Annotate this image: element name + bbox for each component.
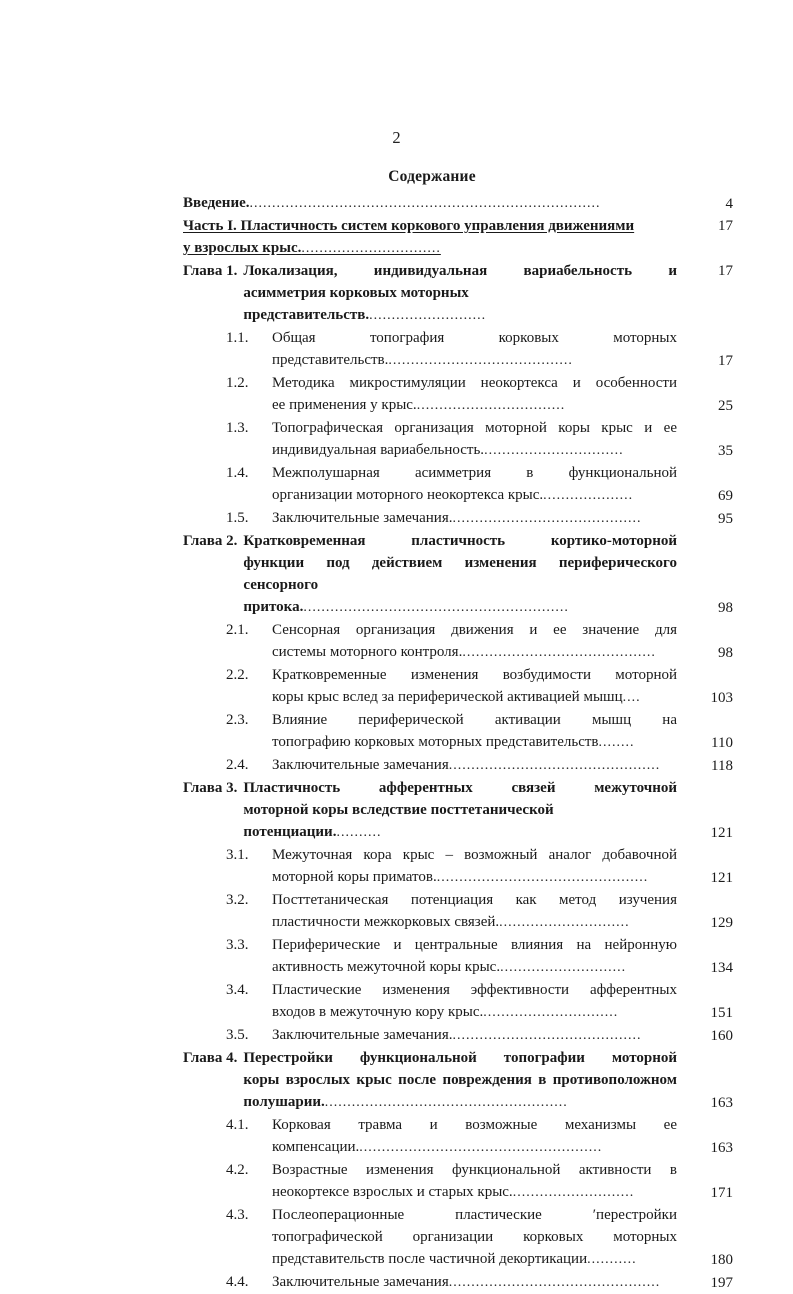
- toc-page-number: 121: [710, 870, 733, 886]
- toc-entry-title: [272, 709, 677, 754]
- toc-entry[interactable]: [183, 372, 733, 417]
- toc-title-line: пластичности межкорковых связей..............................: [272, 914, 630, 930]
- toc-leader-dots: ...........................................................: [303, 600, 569, 615]
- toc-title-line: Межуточная кора крыс – возможный аналог добавочной: [272, 847, 677, 863]
- toc-entry-number: 1.2.: [226, 375, 249, 391]
- toc-leader-dots: ..........: [336, 825, 382, 840]
- toc-entry-title: [272, 619, 677, 664]
- toc-entry-number: 1.4.: [226, 465, 249, 481]
- toc-title-line: Посттетаническая потенциация как метод изучения: [272, 892, 677, 908]
- toc-entry[interactable]: [183, 260, 733, 327]
- toc-title-line: Перестройки функциональной топографии моторной: [243, 1050, 677, 1066]
- toc-title-line: Введение...............................................................................: [183, 195, 601, 211]
- toc-entry-title: [272, 889, 677, 934]
- toc-leader-dots: .................................: [416, 398, 566, 413]
- toc-leader-dots: ...............................................: [448, 758, 661, 773]
- toc-title-line: Локализация, индивидуальная вариабельность и: [243, 263, 677, 279]
- toc-leader-dots: ...........: [587, 1252, 637, 1267]
- toc-title-line: компенсации.......................................................: [272, 1139, 603, 1155]
- toc-entry[interactable]: [183, 619, 733, 664]
- toc-page-number: 160: [710, 1028, 733, 1044]
- toc-entry[interactable]: [183, 192, 733, 215]
- toc-entry[interactable]: [183, 844, 733, 889]
- toc-page-number: 17: [718, 263, 733, 279]
- toc-leader-dots: ......................................................: [324, 1095, 568, 1110]
- toc-title-line: Заключительные замечания...........................................: [272, 510, 642, 526]
- toc-entry-number: 4.4.: [226, 1274, 249, 1290]
- toc-title-line: Сенсорная организация движения и ее значение для: [272, 622, 677, 638]
- toc-title-line: у взрослых крыс................................: [183, 240, 441, 256]
- toc-entry[interactable]: [183, 1204, 733, 1271]
- toc-entry-number: Глава 1.: [183, 263, 238, 279]
- toc-entry-number: 2.3.: [226, 712, 249, 728]
- toc-leader-dots: ...........................: [512, 1185, 635, 1200]
- toc-title-line: Пластические изменения эффективности афферентных: [272, 982, 677, 998]
- toc-leader-dots: ...............................: [301, 241, 441, 256]
- toc-title-line: коры крыс вслед за периферической активацией мышц....: [272, 689, 641, 705]
- toc-entry-title: [272, 754, 677, 777]
- toc-title-line: системы моторного контроля............................................: [272, 644, 656, 660]
- toc-entry[interactable]: [183, 327, 733, 372]
- toc-entry-number: 3.2.: [226, 892, 249, 908]
- toc-entry-title: [272, 1024, 677, 1047]
- toc-title-line: Пластичность афферентных связей межуточной: [243, 780, 677, 796]
- toc-entry-number: 4.1.: [226, 1117, 249, 1133]
- toc-page-number: 171: [710, 1185, 733, 1201]
- toc-page-number: 118: [711, 758, 733, 774]
- toc-title-line: Часть I. Пластичность систем коркового управления движениями: [183, 218, 635, 234]
- toc-entry[interactable]: [183, 777, 733, 844]
- toc-entry-number: 2.1.: [226, 622, 249, 638]
- toc-entry[interactable]: [183, 462, 733, 507]
- toc-entry-title: [272, 417, 677, 462]
- toc-entry[interactable]: [183, 507, 733, 530]
- toc-entry[interactable]: [183, 215, 733, 260]
- toc-entry[interactable]: [183, 889, 733, 934]
- toc-title-line: представительств после частичной декортикации...........: [272, 1251, 637, 1267]
- toc-entry-title: [272, 844, 677, 889]
- toc-page-number: 25: [718, 398, 733, 414]
- toc-page-number: 98: [718, 645, 733, 661]
- table-of-contents: [183, 168, 733, 1294]
- toc-leader-dots: ......................................................: [359, 1140, 603, 1155]
- toc-entry-title: [272, 372, 677, 417]
- toc-entry-title: [243, 1047, 677, 1114]
- toc-title-line: организации моторного неокортекса крыс.....................: [272, 487, 634, 503]
- page-folio-number: 2: [392, 128, 401, 147]
- toc-title-line: топографической организации корковых моторных: [272, 1229, 677, 1245]
- toc-leader-dots: ............................: [500, 960, 627, 975]
- toc-page-number: 95: [718, 511, 733, 527]
- toc-title-line: ее применения у крыс..................................: [272, 397, 566, 413]
- toc-entry[interactable]: [183, 417, 733, 462]
- toc-title-line: Заключительные замечания...............................................: [272, 757, 661, 773]
- toc-entry[interactable]: [183, 530, 733, 619]
- toc-entry-title: [243, 530, 677, 619]
- toc-page-number: 129: [710, 915, 733, 931]
- toc-leader-dots: ...............................: [484, 443, 624, 458]
- toc-entry[interactable]: [183, 1047, 733, 1114]
- toc-page-number: 98: [718, 600, 733, 616]
- toc-page-number: 110: [711, 735, 733, 751]
- toc-title-line: полушарии.......................................................: [243, 1094, 568, 1110]
- toc-leader-dots: ..............................................................................: [249, 196, 601, 211]
- toc-title-line: моторной коры приматов................................................: [272, 869, 649, 885]
- toc-entry[interactable]: [183, 934, 733, 979]
- toc-leader-dots: ...........................................: [462, 645, 656, 660]
- toc-page-number: 103: [710, 690, 733, 706]
- toc-leader-dots: ..........................: [369, 308, 487, 323]
- toc-leader-dots: ...............................................: [448, 1275, 661, 1290]
- toc-entry-number: 1.3.: [226, 420, 249, 436]
- toc-title-line: асимметрия корковых моторных представительств...........................: [243, 285, 487, 323]
- toc-entry[interactable]: [183, 1271, 733, 1294]
- toc-title-line: Топографическая организация моторной коры крыс и ее: [272, 420, 677, 436]
- toc-title-line: Кратковременные изменения возбудимости моторной: [272, 667, 677, 683]
- toc-title-line: представительств..........................................: [272, 352, 573, 368]
- toc-entry[interactable]: [183, 1159, 733, 1204]
- toc-entry-title: [272, 934, 677, 979]
- toc-entry-title: [272, 1271, 677, 1294]
- toc-entry-number: 4.2.: [226, 1162, 249, 1178]
- toc-entry-title: [272, 1114, 677, 1159]
- toc-title-line: Кратковременная пластичность кортико-моторной: [243, 533, 677, 549]
- toc-entry-number: Глава 4.: [183, 1050, 238, 1066]
- toc-leader-dots: .............................: [499, 915, 630, 930]
- toc-title-line: Влияние периферической активации мышц на: [272, 712, 677, 728]
- toc-title-line: входов в межуточную кору крыс...............................: [272, 1004, 619, 1020]
- toc-entry-title: [272, 1204, 677, 1271]
- toc-title-line: Межполушарная асимметрия в функциональной: [272, 465, 677, 481]
- toc-title-line: неокортексе взрослых и старых крыс............................: [272, 1184, 635, 1200]
- toc-leader-dots: ...............................................: [436, 870, 649, 885]
- toc-entry-number: 3.3.: [226, 937, 249, 953]
- toc-page-number: 17: [718, 218, 733, 234]
- toc-entry-number: 1.5.: [226, 510, 249, 526]
- toc-title-line: Возрастные изменения функциональной активности в: [272, 1162, 677, 1178]
- toc-entry-list: [183, 192, 733, 1294]
- toc-entry-number: 4.3.: [226, 1207, 249, 1223]
- toc-leader-dots: ..........................................: [452, 1028, 642, 1043]
- toc-page-number: 121: [710, 825, 733, 841]
- toc-title-line: Общая топография корковых моторных: [272, 330, 677, 346]
- toc-entry-number: 2.2.: [226, 667, 249, 683]
- toc-leader-dots: ........: [598, 735, 635, 750]
- toc-title-line: функции под действием изменения периферического сенсорного: [243, 555, 677, 593]
- toc-entry[interactable]: [183, 709, 733, 754]
- toc-title-line: Послеоперационные пластические ′перестройки: [272, 1207, 677, 1223]
- toc-entry-title: [243, 260, 677, 327]
- toc-entry-title: [272, 664, 677, 709]
- toc-title-line: Заключительные замечания...........................................: [272, 1027, 642, 1043]
- toc-entry-number: Глава 3.: [183, 780, 238, 796]
- toc-page-number: 35: [718, 443, 733, 459]
- toc-title-line: моторной коры вследствие посттетанической потенциации...........: [243, 802, 554, 840]
- toc-leader-dots: ....: [622, 690, 641, 705]
- toc-entry-number: 3.4.: [226, 982, 249, 998]
- toc-page-number: 69: [718, 488, 733, 504]
- toc-entry-title: [272, 979, 677, 1024]
- toc-entry-title: [272, 327, 677, 372]
- toc-leader-dots: ..........................................: [452, 511, 642, 526]
- toc-entry-title: [183, 215, 677, 260]
- toc-title-line: Заключительные замечания...............................................: [272, 1274, 661, 1290]
- toc-entry-title: [272, 462, 677, 507]
- toc-page-number: 197: [710, 1275, 733, 1291]
- toc-entry[interactable]: [183, 1114, 733, 1159]
- toc-title-line: топографию корковых моторных представительств........: [272, 734, 635, 750]
- toc-title-line: притока............................................................: [243, 599, 569, 615]
- toc-entry[interactable]: [183, 664, 733, 709]
- toc-title-line: активность межуточной коры крыс.............................: [272, 959, 627, 975]
- toc-title: Содержание: [388, 168, 476, 185]
- toc-entry-title: [272, 507, 677, 530]
- toc-page-number: 4: [725, 196, 733, 212]
- toc-entry-number: 2.4.: [226, 757, 249, 773]
- toc-page-number: 17: [718, 353, 733, 369]
- toc-entry-number: 3.5.: [226, 1027, 249, 1043]
- toc-entry-number: Глава 2.: [183, 533, 238, 549]
- toc-page-number: 180: [710, 1252, 733, 1268]
- toc-leader-dots: .........................................: [388, 353, 573, 368]
- toc-entry-number: 3.1.: [226, 847, 249, 863]
- toc-title-line: коры взрослых крыс после повреждения в противоположном: [243, 1072, 677, 1088]
- toc-leader-dots: ..............................: [483, 1005, 619, 1020]
- toc-title-line: Корковая травма и возможные механизмы ее: [272, 1117, 677, 1133]
- toc-title-line: индивидуальная вариабельность................................: [272, 442, 624, 458]
- toc-page-number: 163: [710, 1095, 733, 1111]
- toc-entry[interactable]: [183, 979, 733, 1024]
- toc-title-line: Методика микростимуляции неокортекса и особенности: [272, 375, 677, 391]
- toc-entry-title: [243, 777, 677, 844]
- toc-page-number: 134: [710, 960, 733, 976]
- toc-page-number: 151: [710, 1005, 733, 1021]
- toc-entry-title: [183, 192, 677, 215]
- toc-entry-number: 1.1.: [226, 330, 249, 346]
- toc-page-number: 163: [710, 1140, 733, 1156]
- toc-entry[interactable]: [183, 754, 733, 777]
- toc-title-line: Периферические и центральные влияния на нейронную: [272, 937, 677, 953]
- toc-entry-title: [272, 1159, 677, 1204]
- toc-leader-dots: ....................: [543, 488, 634, 503]
- toc-entry[interactable]: [183, 1024, 733, 1047]
